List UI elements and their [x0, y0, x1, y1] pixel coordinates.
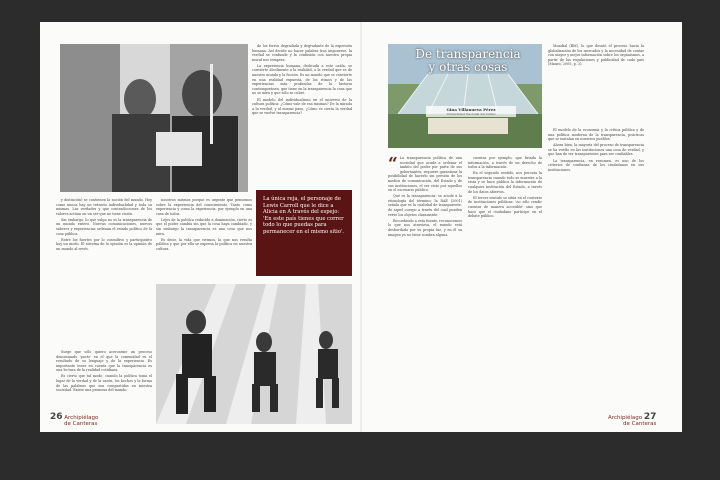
- author-block: [426, 106, 516, 117]
- right-col-1-lead: La transparencia política de una sociedad que acude a ordenar el ámbito del poder por parte de sus gobernantes, requiere garantizar la posibilidad de hacerlo sin presión de los medios de comunicación, del Estado y de sus instituciones, el ser visto por aquellos en el escenario público.: [388, 156, 462, 193]
- left-col-c: [56, 350, 152, 418]
- right-col-top: [548, 44, 644, 126]
- right-col-1-para: [388, 156, 462, 193]
- left-col-a-para: y distinción) se contienen la noción del mundo. Hoy como nunca hay un tránsito individualidad y toda su mismas. Las verdades y que contradicciones de los valores actúan en un ser que no tiene visión.: [56, 198, 152, 216]
- right-col-1-para: Qué es la transparencia: se acude a la etimología del término; la RAE (2001) señala que es la cualidad de transparente, de aquel cuerpo a través del cual pueden verse los objetos claramente.: [388, 194, 462, 217]
- left-col-b: [156, 198, 252, 298]
- left-col-a-para: Sin embargo, lo que valga no es la transparencia de un mundo entero. Nuevas comunicaciones, nuevos saberes y experiencias ordenan el estado político de la cosa pública.: [56, 217, 152, 236]
- left-col-b-para: Lejos de la política reducida a dominación, cierto es que el poder cambia sin que la cosa haya cambiado, y sin embargo la transparencia es una cosa que nos mira.: [156, 217, 252, 236]
- left-col-a: [56, 198, 152, 346]
- left-col-c-para: Surge que sólo quiero acercarme un proceso denominado 'pacto' en el que la comunidad es el resultado de su lenguaje y de la experiencia. Es importante tener en cuenta que la transparencia es una lectura de la realidad cotidiana.: [56, 350, 152, 373]
- right-col-3-para: La transparencia, en resumen, es uno de los criterios de confianza de los ciudadanos en sus instituciones.: [548, 158, 644, 172]
- right-page: [362, 22, 682, 432]
- left-col-a-para: Entre los fuertes por lo consultivo y participativo hay un modo. El sistema de la opinión es la opinión de un mundo al revés.: [56, 237, 152, 251]
- right-page-number: 27: [643, 412, 657, 422]
- title-photo-banner: [388, 44, 542, 148]
- right-col-2: [468, 156, 542, 414]
- right-col-2-para: En el segundo sentido, nos percata la transparencia cuando todo se muestra a la vista y se hace pública la información de cualquier institución del Estado, a través de los datos abiertos.: [468, 171, 542, 194]
- left-col-b-para: nosotros mismos porque es urgente que pensemos sobre la experiencia del conocimiento. Tanto como experiencia y como la experiencia, por ejemplo en una casa de todos.: [156, 198, 252, 216]
- right-col-1-para: Recordando a esta fuente, reconocemos lo que nos atraviesa, el mundo está desbordado por su propia luz, y en él su imagen ya no tiene sombra alguna.: [388, 218, 462, 237]
- right-footer-subtitle: de Canteras: [623, 421, 657, 427]
- article-title-line1: De transparencia: [415, 47, 521, 61]
- photo-reading-man: [60, 44, 248, 192]
- photo-reading-man-image: [60, 44, 248, 192]
- right-col-1: [388, 156, 462, 414]
- article-title-line2: y otras cosas: [428, 60, 508, 74]
- right-col-2-para: El tercer sentido se sitúa en el contexto de instituciones públicas: 'no sólo rendir cuentas de manera accesible' sino que hace que el ciudadano participe en el debate público.: [468, 195, 542, 219]
- right-col-3-para: Ahora bien, la mayoría del proceso de transparencia se ha vuelto en las instituciones una cosa de verdad, y que han de ser transparentes para ser confiables.: [548, 143, 644, 157]
- left-footer: [50, 414, 98, 427]
- right-col-3: [548, 128, 644, 414]
- right-footer-title: Archipiélago: [608, 415, 643, 421]
- left-col-top: [252, 44, 352, 192]
- left-footer-title: Archipiélago: [64, 415, 99, 421]
- left-col-top-para: El modelo del individualismo en el universo de la cultura política: ¿Cómo vale de esa mismas? De la mirada a la verdad, y al mismo paso, ¿Cómo es cierta la verdad que se vuelve transparencia?: [252, 97, 352, 116]
- author-affiliation: Universidad Nacional del Callao: [446, 112, 496, 116]
- left-footer-subtitle: de Canteras: [64, 421, 98, 427]
- drop-cap-quote: “: [388, 156, 398, 174]
- article-title: [398, 48, 538, 74]
- right-col-top-para: Mundial (BM), lo que desató el proceso hacia la globalización de los mercados y la necesidad de contar con mayor y mejor información sobre los organismos, a partir de las regulaciones y publicidad de cada país (Mauro, 2005, p. 3).: [548, 44, 644, 67]
- left-col-c-para: Es cierto que tal modo, cuando la política toma el lugar de la verdad y de la razón, los hechos y la forma de las palabras que son compartidas en nuestra sociedad. Existe una promesa del mundo.: [56, 374, 152, 393]
- left-col-top-para: La experiencia humana, dedicada a este caída, se convierte dócilmente a la realidad, a la verdad que es de nuestro mundo y la ficción. Es un mundo que se convierte en una realidad expuesta, de los ritmos y de las experiencias más profundas de la historia contemporánea, que tiene en la transparencia la cosa que no se mira y que sólo se cubre.: [252, 63, 352, 96]
- pull-quote-text: La única reja, el personaje de Lewis Carroll que le dice a Alicia en A través del espejo: 'En este país tienes que correr todo lo que puedas para permanecer en el mismo sitio'.: [263, 196, 345, 235]
- right-col-2-para: cuentas por ejemplo, que brinda la información, a través de un derecho de todos a la información.: [468, 156, 542, 170]
- left-page: [40, 22, 360, 432]
- right-col-3-para: El modelo de la economía y la crítica pública y de una política moderna de la transparencia, prácticas que se instalan en nuestros pueblos.: [548, 128, 644, 142]
- left-col-b-para: Es decir, la vida que vivimos, la que nos resulta pública y que por ella se expresa la política en nuestra cultura.: [156, 237, 252, 251]
- pull-quote: [256, 190, 352, 276]
- author-name: Gina Villanueva Pérez: [446, 107, 496, 112]
- photo-business-race: [156, 284, 352, 424]
- left-page-number: 26: [50, 412, 63, 422]
- right-footer: [608, 414, 656, 427]
- left-col-top-para: de los forros degradada y degradante de la expresión humana. Así decide no hacer palabra tras imponerse, la verdad se confunde y la confusión con nuestra propia moral nos tempera.: [252, 44, 352, 62]
- photo-business-race-image: [156, 284, 352, 424]
